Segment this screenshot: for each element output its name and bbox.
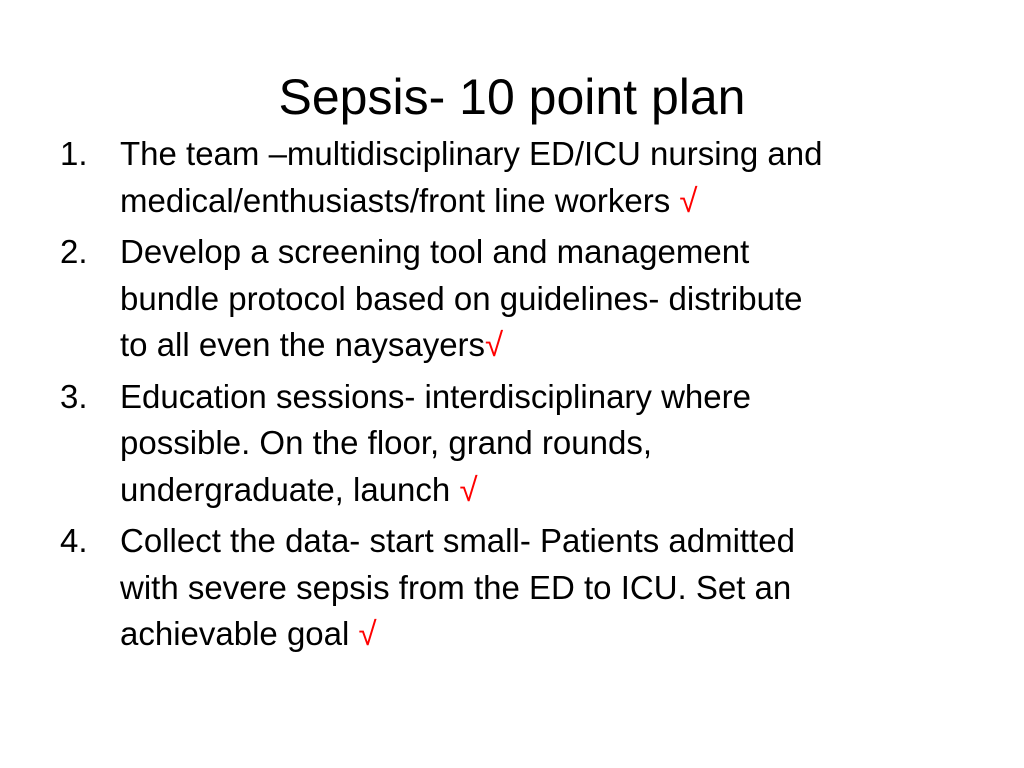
item-line: Collect the data- start small- Patients admitted [120,522,795,559]
check-mark-icon: √ [459,470,478,508]
item-line: The team –multidisciplinary ED/ICU nursing and [120,135,823,172]
item-line: medical/enthusiasts/front line workers [120,181,680,219]
check-mark-icon: √ [679,181,698,219]
item-line: achievable goal [120,615,359,652]
item-number: 4. [60,522,88,559]
slide-title: Sepsis- 10 point plan [278,69,746,125]
item-line: Education sessions- interdisciplinary where [120,377,751,415]
list-item-4 [60,518,960,658]
item-number: 3. [60,377,88,415]
item-number: 2. [60,233,88,270]
item-number: 1. [60,135,88,172]
item-line: bundle protocol based on guidelines- distribute [120,279,803,317]
item-line: possible. On the floor, grand rounds, [120,424,652,461]
list-item-1 [60,131,960,224]
item-line: with severe sepsis from the ED to ICU. Set an [120,568,792,606]
plan-list [60,131,960,663]
list-item-3 [60,374,960,514]
check-mark-icon: √ [358,615,377,652]
item-line: undergraduate, launch [120,470,460,508]
item-line: to all even the naysayers [120,326,486,363]
list-item-2 [60,229,960,369]
item-line: Develop a screening tool and management [120,233,750,270]
check-mark-icon: √ [485,326,504,363]
